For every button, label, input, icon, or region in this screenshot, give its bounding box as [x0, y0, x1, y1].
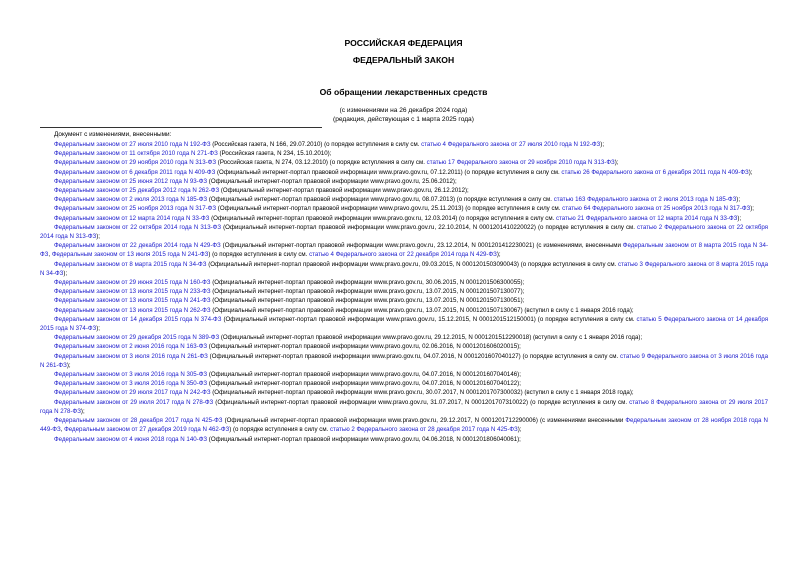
amendment-text: ); — [600, 141, 605, 148]
law-reference-link[interactable]: Федеральным законом от 29 июля 2017 года N 242-ФЗ — [54, 389, 211, 397]
amendment-text: (Официальный интернет-портал правовой информации www.pravo.gov.ru, 12.03.2014) (о порядке вступления в силу см. — [209, 214, 556, 222]
law-reference-link[interactable]: Федеральным законом от 13 июля 2015 года N 241-ФЗ — [54, 297, 211, 305]
amendment-text: (Официальный интернет-портал правовой информации www.pravo.gov.ru, 04.06.2018, N 0001201806040061); — [207, 435, 521, 443]
law-reference-link[interactable]: Федеральным законом от 11 октября 2010 года N 271-ФЗ — [54, 150, 218, 158]
amendment-item — [40, 149, 768, 158]
law-reference-link[interactable]: Федеральным законом от 13 июля 2015 года N 241-ФЗ — [51, 251, 209, 259]
law-reference-link[interactable]: Федеральным законом от 27 декабря 2019 года N 462-ФЗ — [64, 426, 230, 434]
law-reference-link[interactable]: статью 9 Федерального закона от 3 июля 2016 года N 261-ФЗ — [40, 352, 768, 369]
amendment-item — [40, 214, 768, 223]
law-reference-link[interactable]: Федеральным законом от 29 июля 2017 года N 278-ФЗ — [54, 398, 214, 406]
amendment-text: , — [60, 426, 65, 434]
amendment-text: ); — [80, 407, 85, 415]
amendment-item — [40, 379, 768, 388]
amendment-text: (Официальный интернет-портал правовой информации www.pravo.gov.ru, 04.07.2016, N 0001201607040127) (о порядке вступления в силу см. — [207, 352, 621, 360]
law-reference-link[interactable]: Федеральным законом от 8 марта 2015 года N 34-ФЗ — [40, 242, 768, 259]
amendment-text: ); — [496, 251, 501, 259]
amendment-text: ); — [736, 196, 741, 204]
amendment-text: (Официальный интернет-портал правовой информации www.pravo.gov.ru, 13.07.2015, N 0001201507130067) (вступил в силу с 1 января 2016 года); — [210, 306, 634, 314]
law-reference-link[interactable]: статью 4 Федерального закона от 22 декабря 2014 года N 429-ФЗ — [309, 251, 497, 259]
amendment-text: (Российская газета, N 166, 29.07.2010) (о порядке вступления в силу см. — [210, 141, 422, 148]
amendment-item — [40, 352, 768, 370]
amendment-item — [40, 342, 768, 351]
law-reference-link[interactable]: статью 4 Федерального закона от 27 июля 2010 года N 192-ФЗ — [421, 141, 601, 148]
amendment-text: (Российская газета, N 234, 15.10.2010); — [217, 150, 332, 158]
law-reference-link[interactable]: Федеральным законом от 12 марта 2014 года N 33-ФЗ — [54, 214, 210, 222]
law-reference-link[interactable]: Федеральным законом от 28 ноября 2018 года N 449-ФЗ — [40, 417, 768, 434]
amendment-text: (Официальный интернет-портал правовой информации www.pravo.gov.ru, 04.07.2016, N 0001201607040122); — [207, 380, 521, 388]
amendment-text: (Официальный интернет-портал правовой информации www.pravo.gov.ru, 25.11.2013) (о порядке вступления в силу см. — [216, 205, 563, 213]
amendment-text: (Официальный интернет-портал правовой информации www.pravo.gov.ru, 26.12.2012); — [219, 187, 469, 195]
amendment-text: (Официальный интернет-портал правовой информации www.pravo.gov.ru, 29.12.2017, N 0001201712290006) (с изменениями внесенными — [222, 417, 626, 425]
law-reference-link[interactable]: Федеральным законом от 29 ноября 2010 года N 313-ФЗ — [54, 159, 217, 167]
amendment-item — [40, 315, 768, 333]
amendment-text: ); — [748, 168, 753, 176]
amendment-item — [40, 177, 768, 186]
law-reference-link[interactable]: статью 163 Федерального закона от 2 июля 2013 года N 185-ФЗ — [553, 196, 737, 204]
law-reference-link[interactable]: Федеральным законом от 27 июля 2010 года N 192-ФЗ — [54, 141, 211, 148]
amendment-text: ); — [96, 325, 101, 333]
amendment-item — [40, 416, 768, 434]
law-reference-link[interactable]: Федеральным законом от 22 декабря 2014 года N 429-ФЗ — [54, 242, 221, 250]
law-reference-link[interactable]: Федеральным законом от 3 июля 2016 года N 350-ФЗ — [54, 380, 208, 388]
amendments-list — [40, 140, 768, 444]
law-reference-link[interactable]: Федеральным законом от 2 июня 2016 года N 163-ФЗ — [54, 343, 208, 351]
law-reference-link[interactable]: Федеральным законом от 6 декабря 2011 года N 409-ФЗ — [54, 168, 216, 176]
law-reference-link[interactable]: статью 26 Федерального закона от 6 декабря 2011 года N 409-ФЗ — [561, 168, 749, 176]
law-reference-link[interactable]: Федеральным законом от 4 июня 2018 года N 140-ФЗ — [54, 435, 208, 443]
amendment-text: (Официальный интернет-портал правовой информации www.pravo.gov.ru, 31.07.2017, N 0001201707310022) (о порядке вступления в силу см. — [213, 398, 630, 406]
amendment-text: (Официальный интернет-портал правовой информации www.pravo.gov.ru, 13.07.2015, N 0001201507130051); — [210, 297, 525, 305]
law-reference-link[interactable]: Федеральным законом от 13 июля 2015 года N 262-ФЗ — [54, 306, 211, 314]
amendment-item — [40, 241, 768, 259]
law-reference-link[interactable]: статью 2 Федерального закона от 28 декабря 2017 года N 425-ФЗ — [329, 426, 518, 434]
law-reference-link[interactable]: статью 64 Федерального закона от 25 ноября 2013 года N 317-ФЗ — [562, 205, 751, 213]
country-heading: РОССИЙСКАЯ ФЕДЕРАЦИЯ — [344, 38, 463, 48]
amendment-item — [40, 195, 768, 204]
amendment-item — [40, 435, 768, 444]
divider-rule — [40, 127, 322, 128]
amendment-text: , — [48, 251, 52, 259]
law-reference-link[interactable]: Федеральным законом от 3 июля 2016 года N 305-ФЗ — [54, 371, 208, 379]
edition-note: (редакция, действующая с 1 марта 2025 года) — [333, 116, 474, 123]
amendment-text: (Российская газета, N 274, 03.12.2010) (о порядке вступления в силу см. — [216, 159, 427, 167]
amendment-text: ); — [96, 233, 101, 241]
amendment-item — [40, 287, 768, 296]
document-title: Об обращении лекарственных средств — [319, 87, 488, 97]
amendment-text: (Официальный интернет-портал правовой информации www.pravo.gov.ru, 09.03.2015, N 0001201503090043) (о порядке вступления в силу см. — [206, 260, 619, 268]
amendment-item — [40, 140, 768, 149]
amendment-text: ); — [737, 214, 742, 222]
amendment-text: ); — [750, 205, 755, 213]
amendment-text: ) (о порядке вступления в силу см. — [229, 426, 330, 434]
law-reference-link[interactable]: Федеральным законом от 25 июня 2012 года N 93-ФЗ — [54, 177, 208, 185]
amendment-text: (Официальный интернет-портал правовой информации www.pravo.gov.ru, 07.12.2011) (о порядке вступления в силу см. — [215, 168, 562, 176]
amendment-item — [40, 388, 768, 397]
amendment-item — [40, 260, 768, 278]
law-reference-link[interactable]: статью 5 Федерального закона от 14 декабря 2015 года N 374-ФЗ — [40, 315, 769, 333]
changes-note: (с изменениями на 26 декабря 2024 года) — [339, 107, 468, 114]
law-reference-link[interactable]: статью 8 Федерального закона от 29 июля 2017 года N 278-ФЗ — [40, 398, 768, 415]
amendment-text: ); — [517, 426, 522, 434]
amendment-text: ); — [66, 361, 71, 369]
law-reference-link[interactable]: Федеральным законом от 22 октября 2014 года N 313-ФЗ — [54, 223, 222, 231]
amendment-text: (Официальный интернет-портал правовой информации www.pravo.gov.ru, 30.07.2017, N 0001201707300032) (вступил в силу с 1 января 2018 года); — [210, 389, 634, 397]
law-reference-link[interactable]: статью 21 Федерального закона от 12 марта 2014 года N 33-ФЗ — [555, 214, 738, 222]
amendment-item — [40, 158, 768, 167]
amendment-text: (Официальный интернет-портал правовой информации www.pravo.gov.ru, 22.10.2014, N 0001201410220022) (о порядке вступления в силу см. — [221, 223, 638, 231]
amendment-item — [40, 306, 768, 315]
amendment-text: (Официальный интернет-портал правовой информации www.pravo.gov.ru, 15.12.2015, N 0001201512150001) (о порядке вступления в силу см. — [221, 315, 637, 323]
amendment-text: (Официальный интернет-портал правовой информации www.pravo.gov.ru, 13.07.2015, N 0001201507130077); — [210, 288, 525, 296]
law-reference-link[interactable]: статью 17 Федерального закона от 29 ноября 2010 года N 313-ФЗ — [426, 159, 615, 167]
amendment-item — [40, 333, 768, 342]
law-reference-link[interactable]: Федеральным законом от 25 ноября 2013 года N 317-ФЗ — [54, 205, 217, 213]
amendment-text: (Официальный интернет-портал правовой информации www.pravo.gov.ru, 23.12.2014, N 0001201412230021) (с изменениями, внесенными — [220, 242, 623, 250]
amendment-item — [40, 186, 768, 195]
amendment-text: (Официальный интернет-портал правовой информации www.pravo.gov.ru, 02.06.2016, N 0001201606020015); — [207, 343, 521, 351]
amendment-item — [40, 223, 768, 241]
law-reference-link[interactable]: Федеральным законом от 3 июля 2016 года N 261-ФЗ — [54, 352, 208, 360]
law-reference-link[interactable]: Федеральным законом от 2 июля 2013 года N 185-ФЗ — [54, 196, 208, 204]
amendment-item — [40, 296, 768, 305]
law-reference-link[interactable]: Федеральным законом от 8 марта 2015 года N 34-ФЗ — [54, 260, 207, 268]
amendment-item — [40, 398, 768, 416]
law-reference-link[interactable]: Федеральным законом от 14 декабря 2015 года N 374-ФЗ — [54, 315, 222, 323]
law-reference-link[interactable]: Федеральным законом от 29 июня 2015 года N 160-ФЗ — [54, 279, 211, 287]
amendment-text: (Официальный интернет-портал правовой информации www.pravo.gov.ru, 04.07.2016, N 0001201607040146); — [207, 371, 521, 379]
law-reference-link[interactable]: статью 3 Федерального закона от 8 марта 2015 года N 34-ФЗ — [40, 260, 768, 277]
law-reference-link[interactable]: Федеральным законом от 28 декабря 2017 года N 425-ФЗ — [54, 417, 223, 425]
amendment-item — [40, 204, 768, 213]
amendment-text: (Официальный интернет-портал правовой информации www.pravo.gov.ru, 29.12.2015, N 0001201512290018) (вступил в силу с 1 января 2016 года); — [219, 334, 643, 342]
amendment-item — [40, 278, 768, 287]
amendment-text: (Официальный интернет-портал правовой информации www.pravo.gov.ru, 08.07.2013) (о порядке вступления в силу см. — [207, 196, 554, 204]
law-reference-link[interactable]: статью 2 Федерального закона от 22 октября 2014 года N 313-ФЗ — [40, 223, 769, 241]
amendment-text: (Официальный интернет-портал правовой информации www.pravo.gov.ru, 25.06.2012); — [207, 177, 457, 185]
amendment-text: ); — [63, 269, 68, 277]
law-type-heading: ФЕДЕРАЛЬНЫЙ ЗАКОН — [352, 55, 455, 65]
amendment-item — [40, 168, 768, 177]
amendment-text: ); — [614, 159, 619, 167]
law-reference-link[interactable]: Федеральным законом от 13 июля 2015 года N 233-ФЗ — [54, 288, 211, 296]
amendment-text: (Официальный интернет-портал правовой информации www.pravo.gov.ru, 30.06.2015, N 0001201506300055); — [210, 279, 525, 287]
law-reference-link[interactable]: Федеральным законом от 29 декабря 2015 года N 389-ФЗ — [54, 334, 220, 342]
amendment-item — [40, 370, 768, 379]
law-reference-link[interactable]: Федеральным законом от 25 декабря 2012 года N 262-ФЗ — [54, 187, 220, 195]
amendment-text: ) (о порядке вступления в силу см. — [208, 251, 310, 259]
amendments-intro: Документ с изменениями, внесенными: — [54, 131, 172, 138]
